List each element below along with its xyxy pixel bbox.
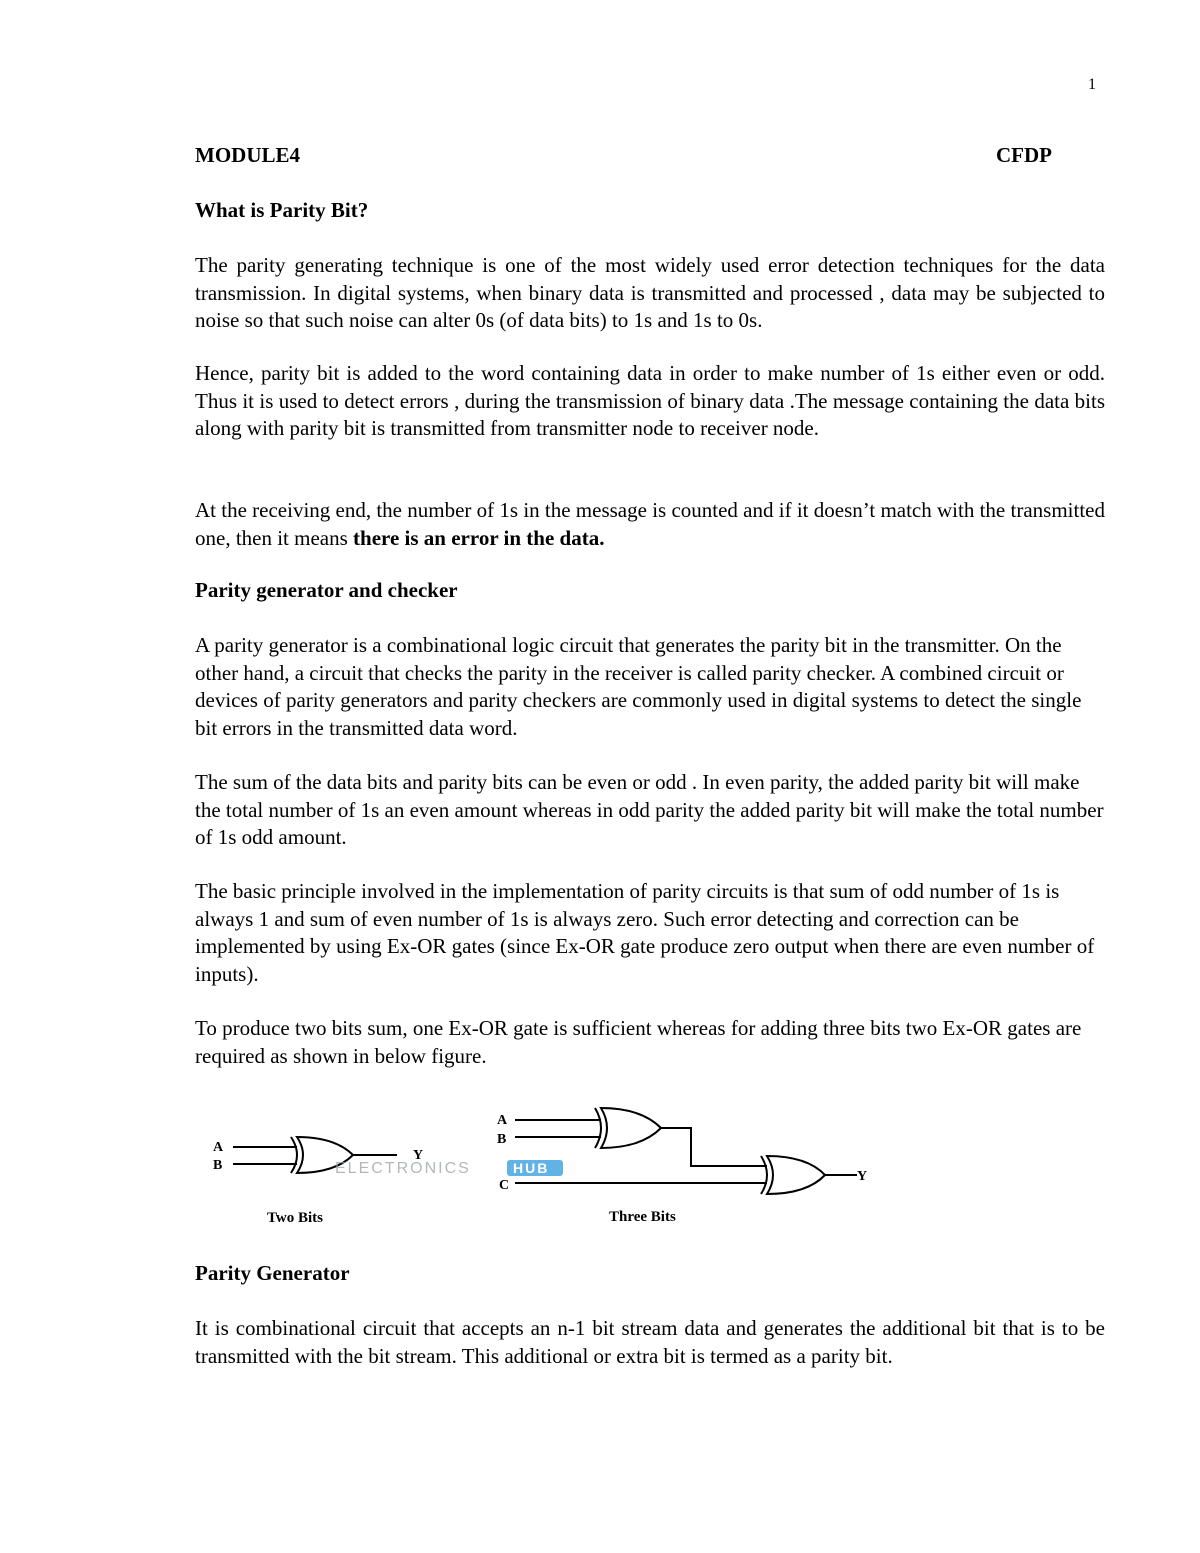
three-bits-label-c: C <box>499 1178 510 1193</box>
three-bits-xor1-body <box>601 1108 661 1148</box>
paragraph-receiving-end <box>195 497 1105 552</box>
three-bits-xor2-back-curve <box>761 1156 767 1194</box>
error-emphasis: there is an error in the data. <box>353 525 605 550</box>
two-bits-label-b: B <box>213 1158 223 1173</box>
heading-generator-checker: Parity generator and checker <box>195 578 458 602</box>
three-bits-label-y: Y <box>857 1169 868 1184</box>
watermark-badge-text: HUB <box>513 1160 550 1176</box>
module-label: MODULE4 <box>195 143 300 167</box>
watermark-text: ELECTRONICS <box>335 1160 471 1177</box>
electronicshub-watermark <box>335 1160 563 1177</box>
three-bits-caption: Three Bits <box>609 1209 676 1225</box>
paragraph-parity-purpose: Hence, parity bit is added to the word containing data in order to make number of 1s either even or odd. Thus it is used to detect errors , during the transmission of binary data .The message containing the data bits along with parity bit is transmitted from transmitter node to receiver node. <box>195 361 1105 440</box>
two-bits-xor-back-curve <box>291 1137 297 1173</box>
page-number: 1 <box>1088 76 1096 93</box>
receiving-end-text: At the receiving end, the number of 1s in the message is counted and if it doesn’t match with the transmitted one, then it means <box>195 498 1105 550</box>
three-bits-xor2-body <box>767 1156 825 1194</box>
course-code: CFDP <box>996 143 1052 167</box>
three-bits-label-a: A <box>497 1113 508 1128</box>
xor-gates-figure <box>195 1100 1105 1235</box>
heading-parity-generator: Parity Generator <box>195 1261 350 1285</box>
three-bits-xor1-back-curve <box>595 1108 601 1148</box>
paragraph-generator-definition: A parity generator is a combinational logic circuit that generates the parity bit in the transmitter. On the other hand, a circuit that checks the parity in the receiver is called parity checker. A combined circuit or devices of parity generators and parity checkers are commonly used in digital systems to detect the single bit errors in the transmitted data word. <box>195 633 1082 740</box>
xor-circuit-diagram <box>195 1100 1105 1235</box>
paragraph-two-three-bits: To produce two bits sum, one Ex-OR gate is sufficient whereas for adding three bits two Ex-OR gates are required as shown in below figure. <box>195 1016 1082 1068</box>
paragraph-basic-principle: The basic principle involved in the implementation of parity circuits is that sum of odd number of 1s is always 1 and sum of even number of 1s is always zero. Such error detecting and correction can be implemented by using Ex-OR gates (since Ex-OR gate produce zero output when there are even number of inputs). <box>195 879 1095 986</box>
two-bits-caption: Two Bits <box>267 1210 323 1226</box>
paragraph-parity-generator: It is combinational circuit that accepts an n-1 bit stream data and generates the additional bit that is to be transmitted with the bit stream. This additional or extra bit is termed as a parity bit. <box>195 1316 1105 1368</box>
three-bits-label-b: B <box>497 1132 507 1147</box>
heading-what-is-parity-bit: What is Parity Bit? <box>195 198 369 222</box>
two-bits-label-y: Y <box>413 1148 424 1163</box>
two-bits-label-a: A <box>213 1140 224 1155</box>
three-bits-wire-intermediate <box>661 1128 767 1166</box>
paragraph-parity-intro: The parity generating technique is one of the most widely used error detection techniques for the data transmission. In digital systems, when binary data is transmitted and processed , data may be subjected to noise so that such noise can alter 0s (of data bits) to 1s and 1s to 0s. <box>195 253 1105 332</box>
paragraph-even-odd-parity: The sum of the data bits and parity bits can be even or odd . In even parity, the added parity bit will make the total number of 1s an even amount whereas in odd parity the added parity bit will make the total number of 1s odd amount. <box>195 770 1104 849</box>
document-header <box>195 143 1052 168</box>
